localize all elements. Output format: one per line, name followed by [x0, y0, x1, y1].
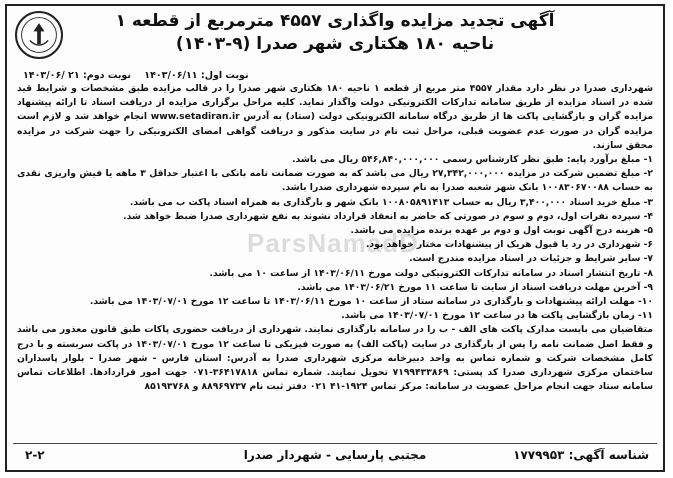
intro-text: شهرداری صدرا در نظر دارد مقدار ۴۵۵۷ متر مربع از قطعه ۱ ناحیه ۱۸۰ هکتاری شهر صدرا را در قالب مزایده طبق مشخصات و شرایط قید شده در اسناد مزایده از طریق سامانه تدارکات الکترونیکی دولت واگذار نماید. کلیه مراحل برگزاری مزایده از دریافت اسناد تا ارائه پیشنهاد مزایده گران و بازگشایی پاکت ها از طریق درگاه سامانه الکترونیکی دولت (ستاد) به آدرس [17, 83, 654, 123]
setad-website-link[interactable]: www.setadiran.ir [150, 111, 240, 123]
condition-item: ۴- سپرده نفرات اول، دوم و سوم در صورتی که حاضر به انعقاد قرارداد نشوند به نفع شهرداری صدرا ضبط خواهد شد. [123, 210, 653, 222]
notice-header [7, 6, 663, 64]
condition-item: ۳- مبلغ خرید اسناد ۳,۴۰۰,۰۰۰ ریال به حساب ۱۰۰۸۰۵۸۹۱۴۱۳ بانک شهر و بارگذاری به همراه اسناد پاکت ب می باشد. [129, 196, 653, 208]
condition-item: ۵- هزینه درج آگهی نوبت اول و دوم بر عهده برنده مزایده می باشد. [350, 225, 653, 237]
page-number: ۲-۲ [25, 448, 45, 462]
notice-title [77, 10, 593, 56]
second-publication-date: نوبت دوم: ۲۱ /۱۴۰۳/۰۶ [23, 70, 131, 81]
intro-paragraph [17, 82, 653, 153]
notice-frame [5, 4, 665, 472]
notice-id: شناسه آگهی: ۱۷۷۹۹۵۳ [513, 448, 649, 462]
title-line-1: آگهی تجدید مزایده واگذاری ۴۵۵۷ مترمربع از قطعه ۱ [115, 11, 555, 31]
condition-item: ۷- سایر شرایط و جزئیات در اسناد مزایده مندرج است. [409, 253, 653, 265]
closing-paragraph: متقاضیان می بایست مدارک پاکت های الف - ب را در سامانه بارگذاری نمایند. شهرداری از دریافت حضوری پاکات طبق قانون معذور می باشد و فقط اصل ضمانت نامه را پس از بارگذاری در سایت (پاکت الف) به صورت فیزیکی تا ساعت ۱۲ مورخ ۱۴۰۳/۰۷/۰۱ در پاکت سربسته و با درج کامل مشخصات شرکت و شماره تماس به واحد دبیرخانه مرکزی شهرداری صدرا به آدرس: استان فارس - شهر صدرا - بلوار پاسداران ساختمان مرکزی شهرداری صدرا کد پستی: ۷۱۹۹۴۳۳۸۶۹ تحویل نمایند. شماره تماس ۳۶۴۱۷۸۱۸-۰۷۱ جهت امور قراردادها. اطلاعات تماس سامانه ستاد جهت انجام مراحل عضویت در سامانه: مرکز تماس ۱۹۲۴-۴۱ ۰۲۱ دفتر ثبت نام ۸۸۹۶۹۷۳۷ و ۸۵۱۹۳۷۶۸ [17, 324, 654, 393]
watermark-text: ParsNamadD [247, 228, 419, 258]
condition-item: ۱- مبلغ برآورد پایه: طبق نظر کارشناس رسمی ۵۴۶,۸۴۰,۰۰۰,۰۰۰ ریال می باشد. [292, 154, 653, 166]
signer-name: مجتبی پارسایی - شهردار صدرا [243, 448, 427, 462]
publication-dates [13, 70, 313, 81]
condition-item: ۹- آخرین مهلت دریافت اسناد از سایت تا ساعت ۱۱ مورخ ۱۴۰۳/۰۶/۲۱ می باشد. [297, 281, 653, 293]
notice-footer [13, 443, 657, 466]
municipality-seal-icon [15, 11, 63, 59]
condition-item: ۲- مبلغ تضمین شرکت در مزایده ۲۷,۳۴۲,۰۰۰,۰۰۰ ریال می باشد که به صورت ضمانت نامه بانکی با اعتبار حداقل ۳ ماهه یا فیش واریزی نقدی به حساب ۱۰۰۸۳۰۶۷۰۰۸۸ بانک شهر شعبه صدرا به نام سپرده شهرداری صدرا باشد. [17, 168, 653, 194]
condition-item: ۶- شهرداری در رد یا قبول هریک از پیشنهادات مختار خواهد بود. [365, 239, 653, 251]
condition-item: ۱۰- مهلت ارائه پیشنهادات و بارگذاری در سامانه ستاد از ساعت ۱۰ مورخ ۱۴۰۳/۰۶/۱۱ تا ساعت ۱۲ مورخ ۱۴۰۳/۰۷/۰۱ می باشد. [89, 296, 653, 308]
condition-item: ۱۱- زمان بازگشایی پاکت ها در ساعت ۱۲ مورخ ۱۴۰۳/۰۷/۰۱ می باشد. [341, 310, 653, 322]
title-line-2: ناحیه ۱۸۰ هکتاری شهر صدرا (۹-۱۴۰۳) [175, 34, 495, 54]
first-publication-date: نوبت اول: ۱۴۰۳/۰۶/۱۱ [144, 70, 249, 81]
condition-item: ۸- تاریخ انتشار اسناد در سامانه تدارکات الکترونیکی دولت مورخ ۱۴۰۳/۰۶/۱۱ از ساعت ۱۰ می باشد. [209, 267, 653, 279]
intro-tail-text: انجام خواهد شد و لازم است مزایده گران در صورت عدم عضویت قبلی، مراحل ثبت نام در سایت مذکور و دریافت گواهی امضای الکترونیکی را جهت شرکت در مزایده محقق سازند. [17, 111, 653, 151]
